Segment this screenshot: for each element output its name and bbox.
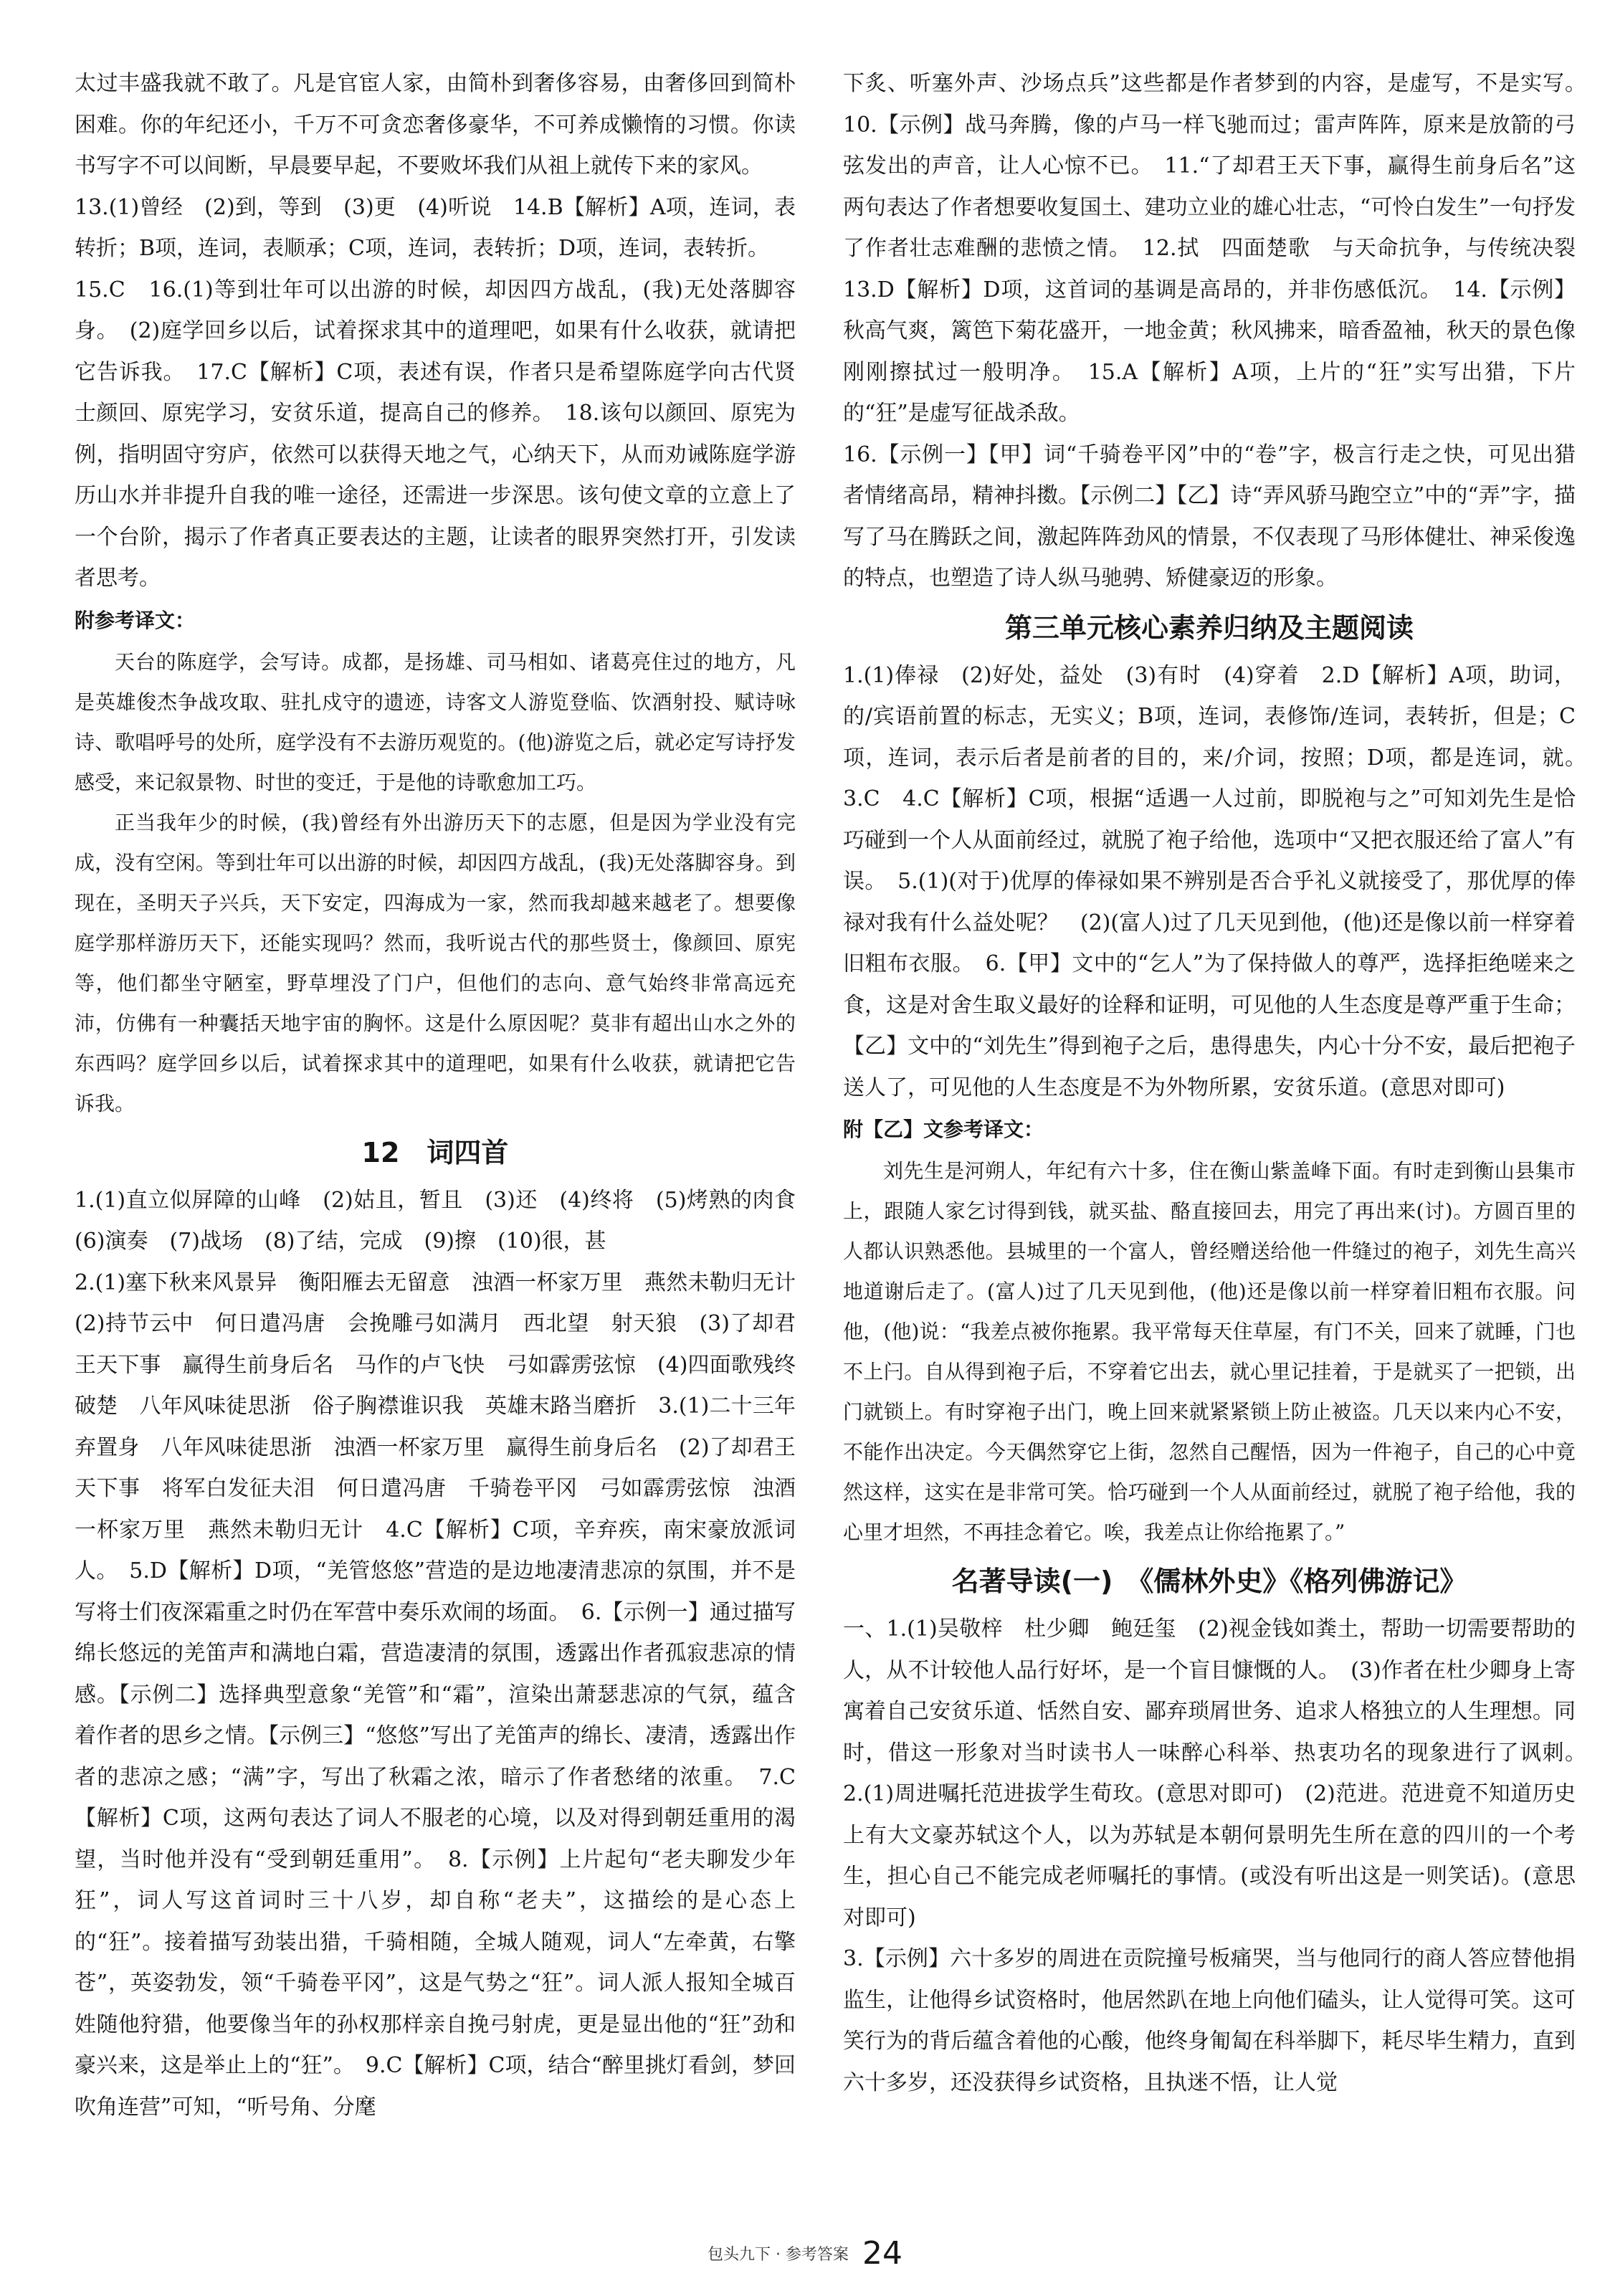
page-footer: [0, 2235, 1610, 2272]
answer-1: 1.(1)直立似屏障的山峰 (2)姑且，暂且 (3)还 (4)终将 (5)烤熟的肉食 (6)演奏 (7)战场 (8)了结，完成 (9)擦 (10)很，甚: [75, 1187, 817, 1254]
right-column: [843, 63, 1597, 2221]
answer-13-14: 13.(1)曾经 (2)到，等到 (3)更 (4)听说 14.B【解析】A项，连词，表转折；B项，连词，表顺承；C项，连词，表转折；D项，连词，表转折。: [75, 194, 796, 261]
answer-1-6: 1.(1)俸禄 (2)好处，益处 (3)有时 (4)穿着 2.D【解析】A项，助词，的/宾语前置的标志，无实义；B项，连词，表修饰/连词，表转折，但是；C项，连词，表示后者是前者的目的，来/介词，按照；D项，都是连词，就。 3.C 4.C【解析】C项，根据“适遇一人过前，即脱袍与之”可知刘先生是恰巧碰到一个人从面前经过，就脱了袍子给他，选项中“又把衣服还给了富人”有误。 5.(1)(对于)优厚的俸禄如果不辨别是否合乎礼义就接受了，那优厚的俸禄对我有什么益处呢？ (2)(富人)过了几天见到他，(他)还是像以前一样穿着旧粗布衣服。 6.【甲】文中的“乞人”为了保持做人的尊严，选择拒绝嗟来之食，这是对舍生取义最好的诠释和证明，可见他的人生态度是尊严重于生命；【乙】文中的“刘先生”得到袍子之后，患得患失，内心十分不安，最后把袍子送人了，可见他的人生态度是不为外物所累，安贫乐道。(意思对即可): [843, 662, 1597, 1100]
footer-label: 包头九下 · 参考答案: [707, 2246, 849, 2264]
page-number: 24: [862, 2235, 903, 2272]
answer-2-9: 2.(1)塞下秋来风景异 衡阳雁去无留意 浊酒一杯家万里 燕然未勒归无计 (2)持节云中 何日遣冯唐 会挽雕弓如满月 西北望 射天狼 (3)了却君王天下事 赢得生前身后名 马作的卢飞快 弓如霹雳弦惊 (4)四面歌残终破楚 八年风味徒思浙 俗子胸襟谁识我 英雄末路当磨折 3.(1)二十三年弃置身 八年风味徒思浙 浊酒一杯家万里 赢得生前身后名 (2)了却君王天下事 将军白发征夫泪 何日遣冯唐 千骑卷平冈 弓如霹雳弦惊 浊酒一杯家万里 燕然未勒归无计 4.C【解析】C项，辛弃疾，南宋豪放派词人。 5.D【解析】D项，“羌管悠悠”营造的是边地凄清悲凉的氛围，并不是写将士们夜深霜重之时仍在军营中奏乐欢闹的场面。 6.【示例一】通过描写绵长悠远的羌笛声和满地白霜，营造凄清的氛围，透露出作者孤寂悲凉的情感。【示例二】选择典型意象“羌管”和“霜”，渲染出萧瑟悲凉的气氛，蕴含着作者的思乡之情。【示例三】“悠悠”写出了羌笛声的绵长、凄清，透露出作者的悲凉之感；“满”字，写出了秋霜之浓，暗示了作者愁绪的浓重。 7.C【解析】C项，这两句表达了词人不服老的心境，以及对得到朝廷重用的渴望，当时他并没有“受到朝廷重用”。 8.【示例】上片起句“老夫聊发少年狂”，词人写这首词时三十八岁，却自称“老夫”，这描绘的是心态上的“狂”。接着描写劲装出猎，千骑相随，全城人随观，词人“左牵黄，右擎苍”，英姿勃发，领“千骑卷平冈”，这是气势之“狂”。词人派人报知全城百姓随他狩猎，他要像当年的孙权那样亲自挽弓射虎，更是显出他的“狂”劲和豪兴来，这是举止上的“狂”。 9.C【解析】C项，结合“醉里挑灯看剑，梦回吹角连营”可知，“听号角、分麾: [75, 1270, 817, 2120]
translation-heading: 附参考译文：: [75, 608, 196, 632]
translation-paragraph: 天台的陈庭学，会写诗。成都，是扬雄、司马相如、诸葛亮住过的地方，凡是英雄俊杰争战攻取、驻扎戍守的遗迹，诗客文人游览登临、饮酒射投、赋诗咏诗、歌唱呼号的处所，庭学没有不去游历观览的。(他)游览之后，就必定写诗抒发感受，来记叙景物、时世的变迁，于是他的诗歌愈加工巧。: [75, 649, 796, 794]
answer-reading-3: 3.【示例】六十多岁的周进在贡院撞号板痛哭，当与他同行的商人答应替他捐监生，让他得乡试资格时，他居然趴在地上向他们磕头，让人觉得可笑。这可笑行为的背后蕴含着他的心酸，他终身匍匐在科举脚下，耗尽毕生精力，直到六十多岁，还没获得乡试资格，且执迷不悟，让人觉: [843, 1946, 1576, 2095]
answer-reading-1-2: 一、1.(1)吴敬梓 杜少卿 鲍廷玺 (2)视金钱如粪土，帮助一切需要帮助的人，从不计较他人品行好坏，是一个盲目慷慨的人。 (3)作者在杜少卿身上寄寓着自己安贫乐道、恬然自安、鄙弃琐屑世务、追求人格独立的人生理想。同时，借这一形象对当时读书人一味醉心科举、热衷功名的现象进行了讽刺。 2.(1)周进嘱托范进拔学生荀玫。(意思对即可) (2)范进。范进竟不知道历史上有大文豪苏轼这个人，以为苏轼是本朝何景明先生所在意的四川的一个考生，担心自己不能完成老师嘱托的事情。(或没有听出这是一则笑话)。(意思对即可): [843, 1616, 1597, 1930]
section-title: 名著导读(一) 《儒林外史》《格列佛游记》: [951, 1566, 1467, 1597]
paragraph: 太过丰盛我就不敢了。凡是官宦人家，由简朴到奢侈容易，由奢侈回到简朴困难。你的年纪还小，千万不可贪恋奢侈豪华，不可养成懒惰的习惯。你读书写字不可以间断，早晨要早起，不要败坏我们从祖上就传下来的家风。: [75, 71, 796, 178]
answer-15-18: 15.C 16.(1)等到壮年可以出游的时候，却因四方战乱，(我)无处落脚容身。 (2)庭学回乡以后，试着探求其中的道理吧，如果有什么收获，就请把它告诉我。 17.C【解析】C项，表述有误，作者只是希望陈庭学向古代贤士颜回、原宪学习，安贫乐道，提高自己的修养。 18.该句以颜回、原宪为例，指明固守穷庐，依然可以获得天地之气，心纳天下，从而劝诫陈庭学游历山水并非提升自我的唯一途径，还需进一步深思。该句使文章的立意上了一个台阶，揭示了作者真正要表达的主题，让读者的眼界突然打开，引发读者思考。: [75, 277, 796, 591]
left-column: [75, 63, 817, 2221]
section-title: 第三单元核心素养归纳及主题阅读: [1004, 611, 1414, 644]
section-title: 12 词四首: [361, 1136, 509, 1168]
answer-9-15: 下炙、听塞外声、沙场点兵”这些都是作者梦到的内容，是虚写，不是实写。 10.【示例】战马奔腾，像的卢马一样飞驰而过；雷声阵阵，原来是放箭的弓弦发出的声音，让人心惊不已。 11.“了却君王天下事，赢得生前身后名”这两句表达了作者想要收复国土、建功立业的雄心壮志，“可怜白发生”一句抒发了作者壮志难酬的悲愤之情。 12.拭 四面楚歌 与天命抗争，与传统决裂 13.D【解析】D项，这首词的基调是高昂的，并非伤感低沉。 14.【示例】秋高气爽，篱笆下菊花盛开，一地金黄；秋风拂来，暗香盈袖，秋天的景色像刚刚擦拭过一般明净。 15.A【解析】A项，上片的“狂”实写出猎，下片的“狂”是虚写征战杀敌。: [843, 71, 1597, 426]
translation-paragraph: 正当我年少的时候，(我)曾经有外出游历天下的志愿，但是因为学业没有完成，没有空闲。等到壮年可以出游的时候，却因四方战乱，(我)无处落脚容身。到现在，圣明天子兴兵，天下安定，四海成为一家，然而我却越来越老了。想要像庭学那样游历天下，还能实现吗？然而，我听说古代的那些贤士，像颜回、原宪等，他们都坐守陋室，野草埋没了门户，但他们的志向、意气始终非常高远充沛，仿佛有一种囊括天地宇宙的胸怀。这是什么原因呢？莫非有超出山水之外的东西吗？庭学回乡以后，试着探求其中的道理吧，如果有什么收获，就请把它告诉我。: [75, 810, 796, 1115]
translation-paragraph: 刘先生是河朔人，年纪有六十多，住在衡山紫盖峰下面。有时走到衡山县集市上，跟随人家乞讨得到钱，就买盐、酪直接回去，用完了再出来(讨)。方圆百里的人都认识熟悉他。县城里的一个富人，曾经赠送给他一件缝过的袍子，刘先生高兴地道谢后走了。(富人)过了几天见到他，(他)还是像以前一样穿着旧粗布衣服。问他，(他)说：“我差点被你拖累。我平常每天住草屋，有门不关，回来了就睡，门也不上闩。自从得到袍子后，不穿着它出去，就心里记挂着，于是就买了一把锁，出门就锁上。有时穿袍子出门，晚上回来就紧紧锁上防止被盗。几天以来内心不安，不能作出决定。今天偶然穿它上街，忽然自己醒悟，因为一件袍子，自己的心中竟然这样，这实在是非常可笑。恰巧碰到一个人从面前经过，就脱了袍子给他，我的心里才坦然，不再挂念着它。唉，我差点让你给拖累了。”: [843, 1159, 1576, 1544]
translation-heading: 附【乙】文参考译文：: [843, 1118, 1044, 1141]
answer-16: 16.【示例一】【甲】词“千骑卷平冈”中的“卷”字，极言行走之快，可见出猎者情绪高昂，精神抖擞。【示例二】【乙】诗“弄风骄马跑空立”中的“弄”字，描写了马在腾跃之间，激起阵阵劲风的情景，不仅表现了马形体健壮、神采俊逸的特点，也塑造了诗人纵马驰骋、矫健豪迈的形象。: [843, 442, 1576, 591]
